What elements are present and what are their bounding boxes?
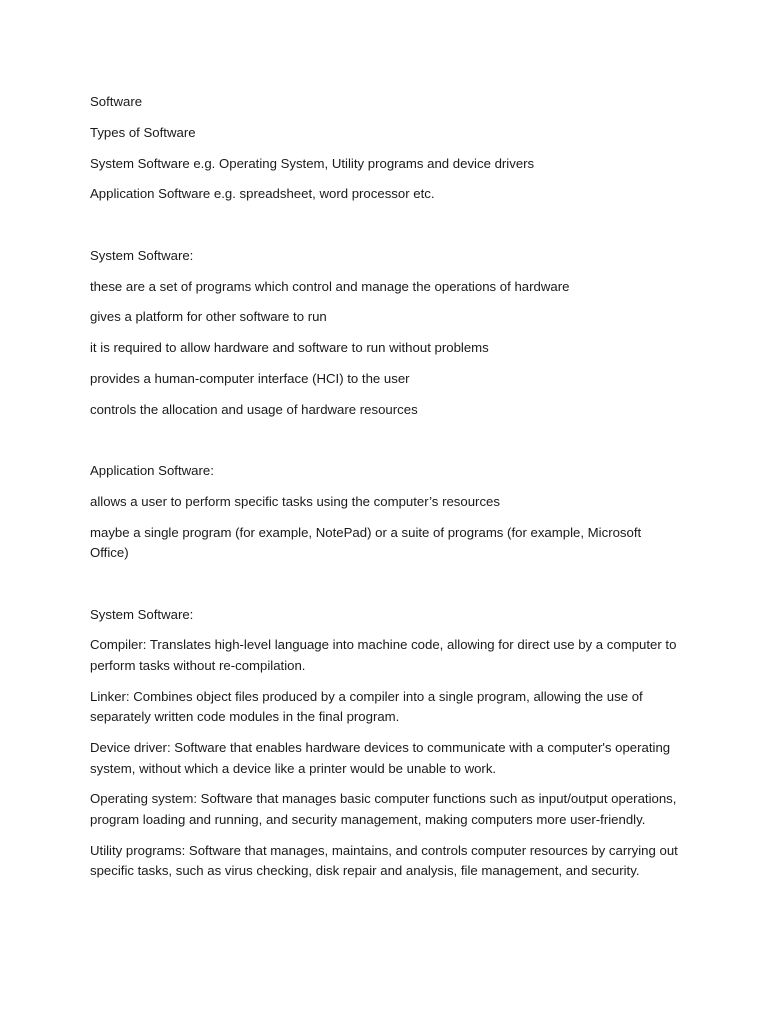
intro-line: Application Software e.g. spreadsheet, word processor etc.	[90, 186, 435, 202]
operating-system-definition: Operating system: Software that manages basic computer functions such as input/output operations, program loading and running, and security management, making computers more user-friendly.	[90, 791, 677, 828]
blank-line	[90, 215, 678, 246]
section-heading-system-software: System Software:	[90, 247, 194, 263]
utility-programs-definition: Utility programs: Software that manages, maintains, and controls computer resources by carrying out specific tasks, such as virus checking, disk repair and analysis, file management, and security.	[90, 842, 678, 879]
section-heading-system-software-examples: System Software:	[90, 606, 194, 622]
system-software-point: it is required to allow hardware and software to run without problems	[90, 340, 489, 356]
system-software-point: provides a human-computer interface (HCI) to the user	[90, 370, 410, 386]
application-software-point: maybe a single program (for example, NotePad) or a suite of programs (for example, Microsoft Office)	[90, 524, 642, 561]
types-heading: Types of Software	[90, 124, 196, 140]
compiler-definition: Compiler: Translates high-level language into machine code, allowing for direct use by a computer to perform tasks without re-compilation.	[90, 637, 677, 673]
application-software-point: allows a user to perform specific tasks using the computer’s resources	[90, 493, 500, 509]
intro-line: System Software e.g. Operating System, Utility programs and device drivers	[90, 155, 535, 171]
document-title: Software	[90, 94, 143, 109]
section-heading-application-software: Application Software:	[90, 463, 214, 478]
system-software-point: these are a set of programs which control and manage the operations of hardware	[90, 278, 570, 294]
linker-definition: Linker: Combines object files produced by a compiler into a single program, allowing the use of separately written code modules in the final program.	[90, 688, 643, 725]
system-software-point: controls the allocation and usage of hardware resources	[90, 401, 418, 417]
device-driver-definition: Device driver: Software that enables hardware devices to communicate with a computer's operating system, without which a device like a printer would be unable to work.	[90, 740, 671, 776]
blank-line	[90, 430, 678, 461]
blank-line	[90, 574, 678, 605]
system-software-point: gives a platform for other software to run	[90, 309, 327, 325]
